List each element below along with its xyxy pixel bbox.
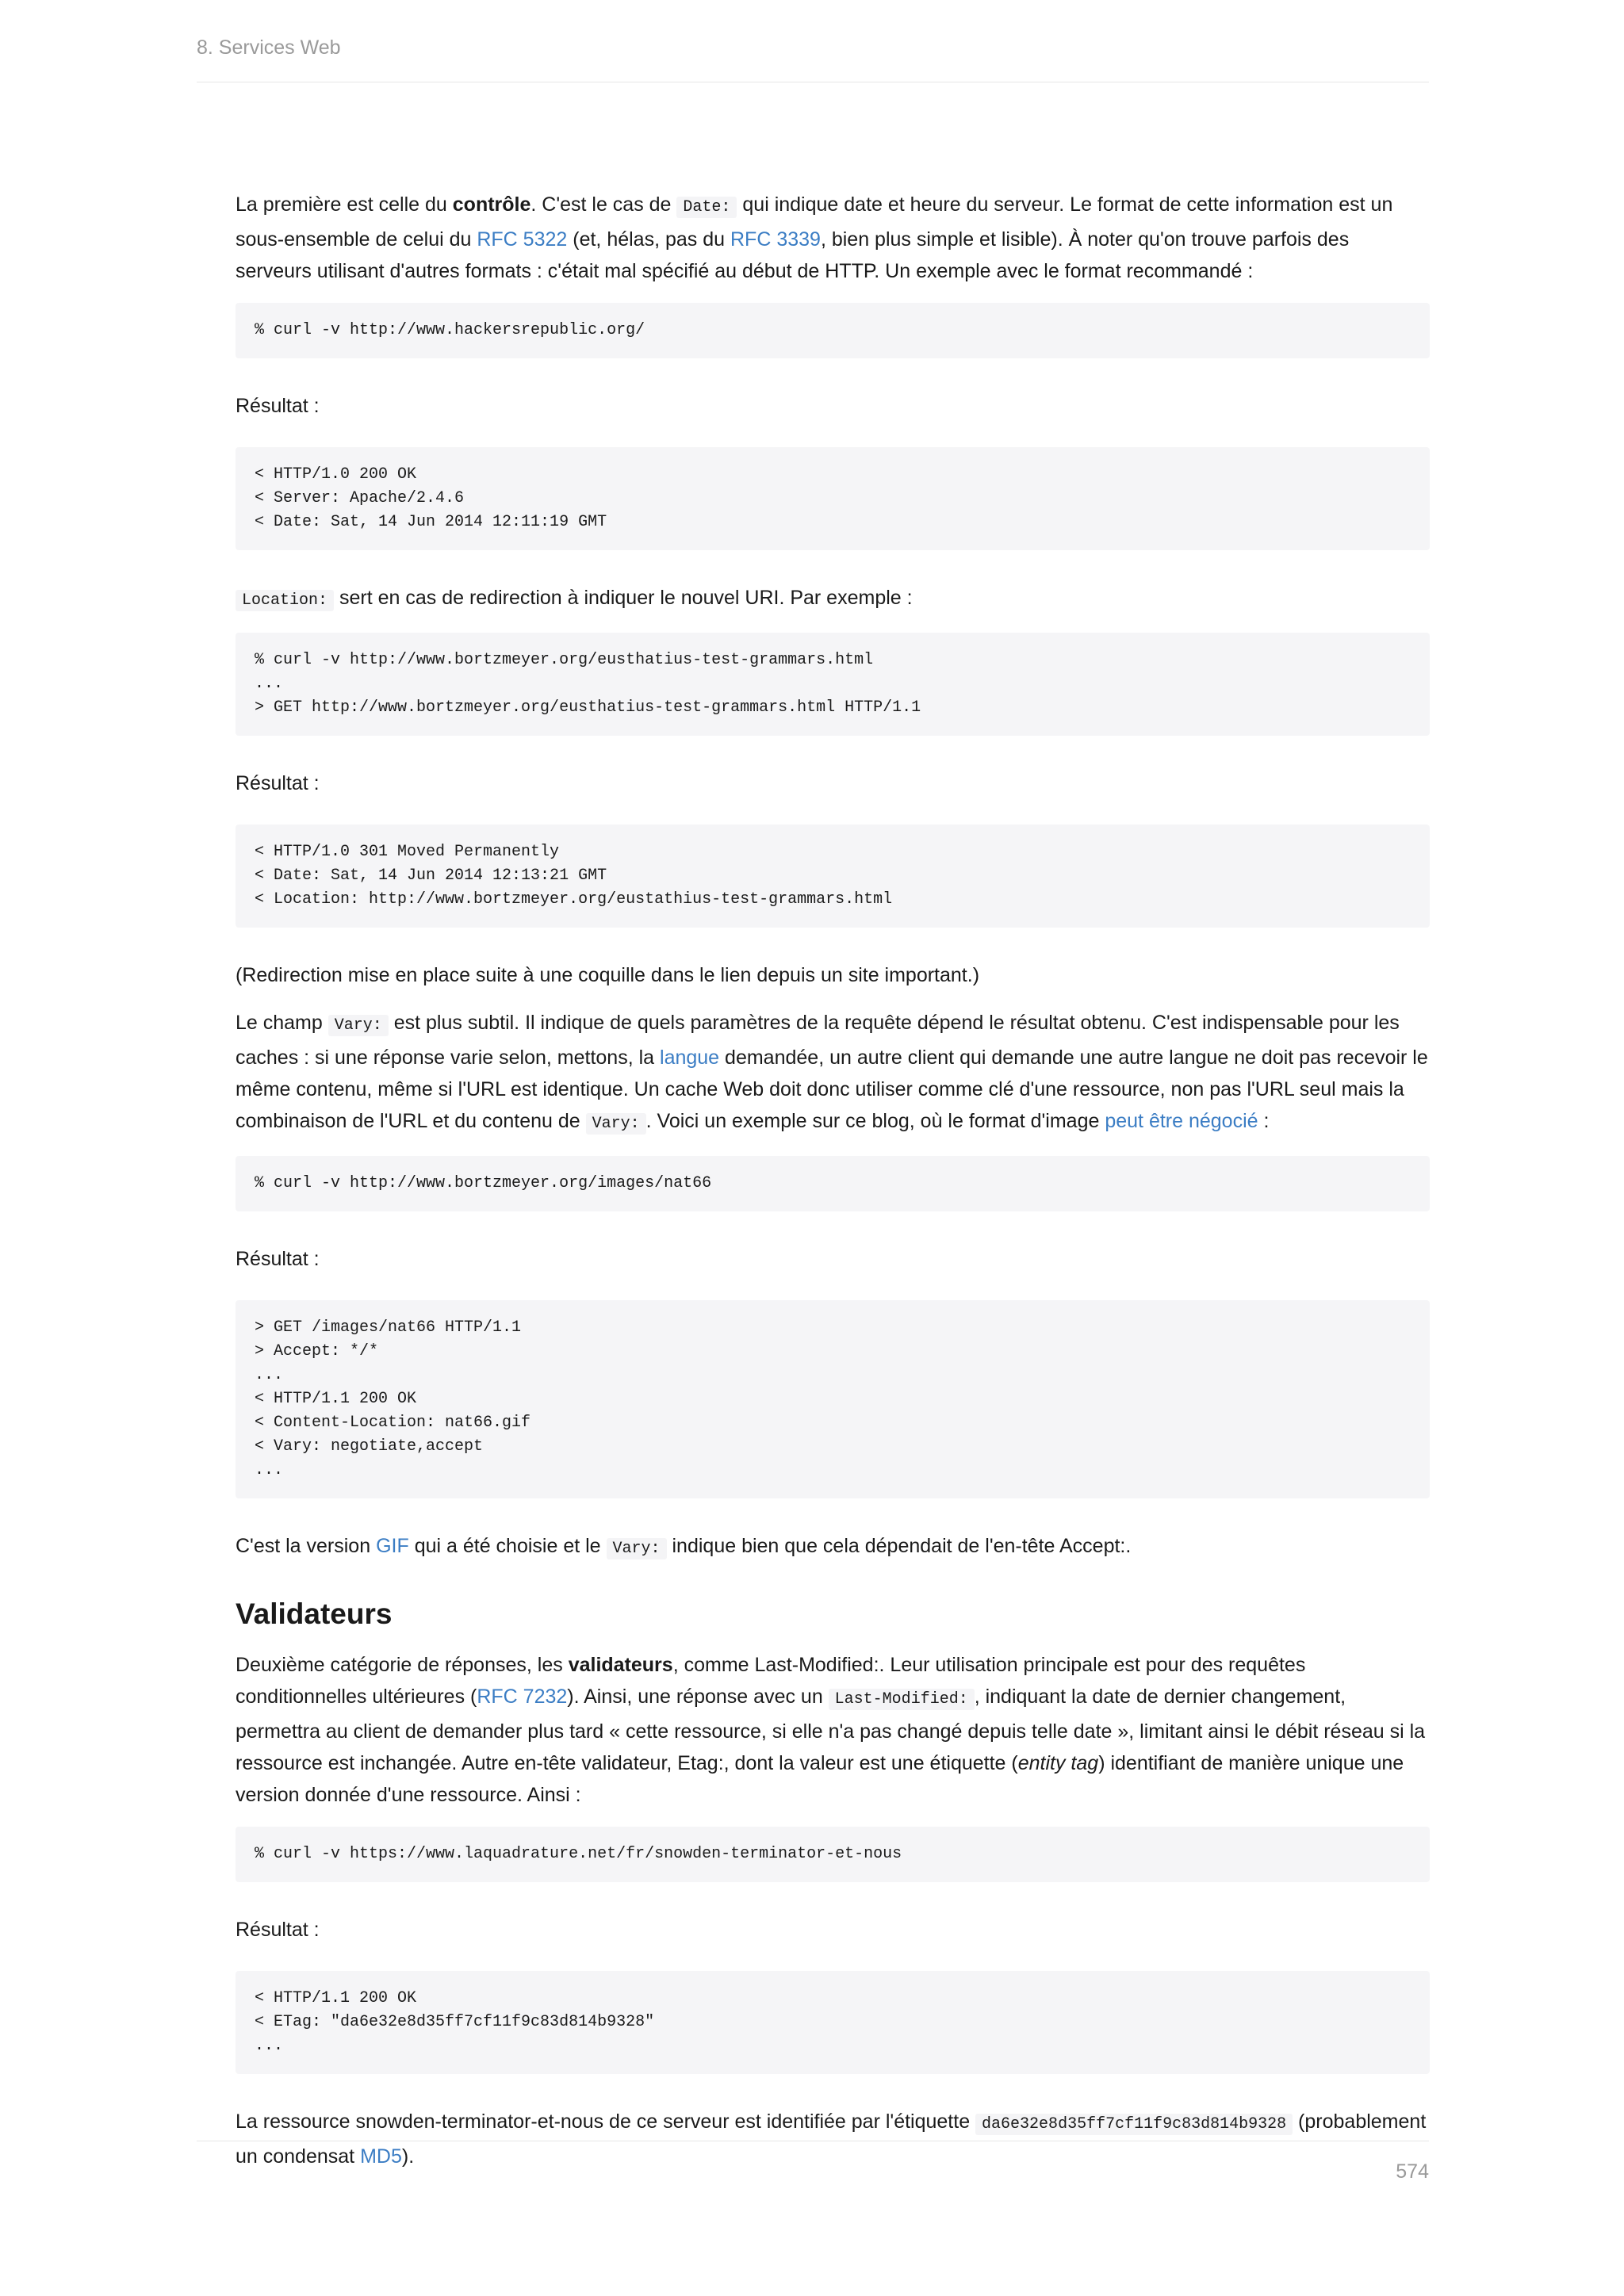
link-rfc7232[interactable]: RFC 7232 (477, 1686, 568, 1708)
inline-code: Date: (676, 197, 737, 218)
paragraph-gif (236, 1530, 1430, 1565)
code-block: % curl -v http://www.hackersrepublic.org/ (236, 303, 1430, 358)
text: , indiquant la date de dernier changement, permettra au client de demander plus tard « cette ressource, si elle n'a pas changé depuis telle date », limitant ainsi le débit réseau si la ressource est inchangée. Autre en-tête validateur, Etag:, dont la valeur est une étiquette ( (236, 1686, 1426, 1774)
section-heading-validateurs: Validateurs (236, 1598, 393, 1630)
bold-term: contrôle (452, 193, 531, 216)
code-block: % curl -v http://www.bortzmeyer.org/eusthatius-test-grammars.html ... > GET http://www.bortzmeyer.org/eusthatius-test-grammars.html HTTP/1.1 (236, 633, 1430, 736)
text: Deuxième catégorie de réponses, les (236, 1654, 569, 1676)
text: La première est celle du (236, 193, 453, 216)
bold-term: validateurs (568, 1654, 673, 1676)
result-label: Résultat : (236, 395, 320, 417)
link-rfc5322[interactable]: RFC 5322 (477, 228, 568, 251)
text: qui indique date et heure du serveur. Le format de cette information est un sous-ensemble de celui du (236, 193, 1393, 251)
text: La ressource snowden-terminator-et-nous de ce serveur est identifiée par l'étiquette (236, 2110, 976, 2133)
text: , comme Last-Modified:. Leur utilisation principale est pour des requêtes conditionnelles ultérieures ( (236, 1654, 1306, 1708)
text: (probablement un condensat (236, 2110, 1427, 2168)
text: C'est la version (236, 1535, 377, 1557)
paragraph-location (236, 582, 1430, 617)
page-content (236, 189, 1430, 2188)
code-block: < HTTP/1.0 200 OK < Server: Apache/2.4.6 < Date: Sat, 14 Jun 2014 12:11:19 GMT (236, 447, 1430, 550)
link-negociation[interactable]: peut être négocié (1105, 1110, 1258, 1132)
code-block: < HTTP/1.0 301 Moved Permanently < Date: Sat, 14 Jun 2014 12:13:21 GMT < Location: http://www.bortzmeyer.org/eustathius-test-grammars.html (236, 825, 1430, 928)
link-md5[interactable]: MD5 (360, 2145, 402, 2168)
running-header: 8. Services Web (197, 36, 1429, 82)
link-langue[interactable]: langue (660, 1047, 720, 1069)
paragraph-redirection: (Redirection mise en place suite à une coquille dans le lien depuis un site important.) (236, 964, 980, 986)
result-label: Résultat : (236, 1919, 320, 1941)
link-rfc3339[interactable]: RFC 3339 (730, 228, 821, 251)
paragraph-controle (236, 189, 1430, 287)
text: ). (401, 2145, 415, 2168)
text: : (1258, 1110, 1270, 1132)
text: ). Ainsi, une réponse avec un (567, 1686, 829, 1708)
text: , bien plus simple et lisible). À noter qu'on trouve parfois des serveurs utilisant d'autres formats : c'était mal spécifié au début de HTTP. Un exemple avec le format recommandé : (236, 228, 1350, 282)
code-block: % curl -v http://www.bortzmeyer.org/images/nat66 (236, 1156, 1430, 1211)
text: . Voici un exemple sur ce blog, où le format d'image (645, 1110, 1105, 1132)
paragraph-validateurs (236, 1649, 1430, 1811)
result-label: Résultat : (236, 772, 320, 794)
text: sert en cas de redirection à indiquer le nouvel URI. Par exemple : (334, 587, 913, 609)
text: est plus subtil. Il indique de quels paramètres de la requête dépend le résultat obtenu. C'est indispensable pour les caches : si une réponse varie selon, mettons, la (236, 1012, 1400, 1069)
inline-code: da6e32e8d35ff7cf11f9c83d814b9328 (975, 2114, 1293, 2135)
paragraph-vary (236, 1007, 1430, 1140)
inline-code: Vary: (586, 1113, 646, 1135)
text: demandée, un autre client qui demande une autre langue ne doit pas recevoir le même contenu, même si l'URL est identique. Un cache Web doit donc utiliser comme clé d'une ressource, non pas l'URL seul mais la combinaison de l'URL et du contenu de (236, 1047, 1428, 1132)
result-label: Résultat : (236, 1248, 320, 1270)
inline-code: Vary: (607, 1538, 667, 1559)
inline-code: Vary: (328, 1015, 389, 1036)
code-block: < HTTP/1.1 200 OK < ETag: "da6e32e8d35ff7cf11f9c83d814b9328" ... (236, 1971, 1430, 2074)
code-block: > GET /images/nat66 HTTP/1.1 > Accept: */* ... < HTTP/1.1 200 OK < Content-Location: nat66.gif < Vary: negotiate,accept ... (236, 1300, 1430, 1498)
text: qui a été choisie et le (408, 1535, 607, 1557)
text: . C'est le cas de (530, 193, 677, 216)
inline-code: Last-Modified: (829, 1689, 975, 1710)
text: Le champ (236, 1012, 328, 1034)
text: (et, hélas, pas du (567, 228, 730, 251)
code-block: % curl -v https://www.laquadrature.net/fr/snowden-terminator-et-nous (236, 1827, 1430, 1882)
text: indique bien que cela dépendait de l'en-tête Accept:. (666, 1535, 1132, 1557)
link-gif[interactable]: GIF (376, 1535, 409, 1557)
page-number: 574 (197, 2141, 1429, 2183)
text: ) identifiant de manière unique une version donnée d'une ressource. Ainsi : (236, 1752, 1404, 1806)
inline-code: Location: (236, 590, 334, 611)
italic-term: entity tag (1017, 1752, 1099, 1774)
